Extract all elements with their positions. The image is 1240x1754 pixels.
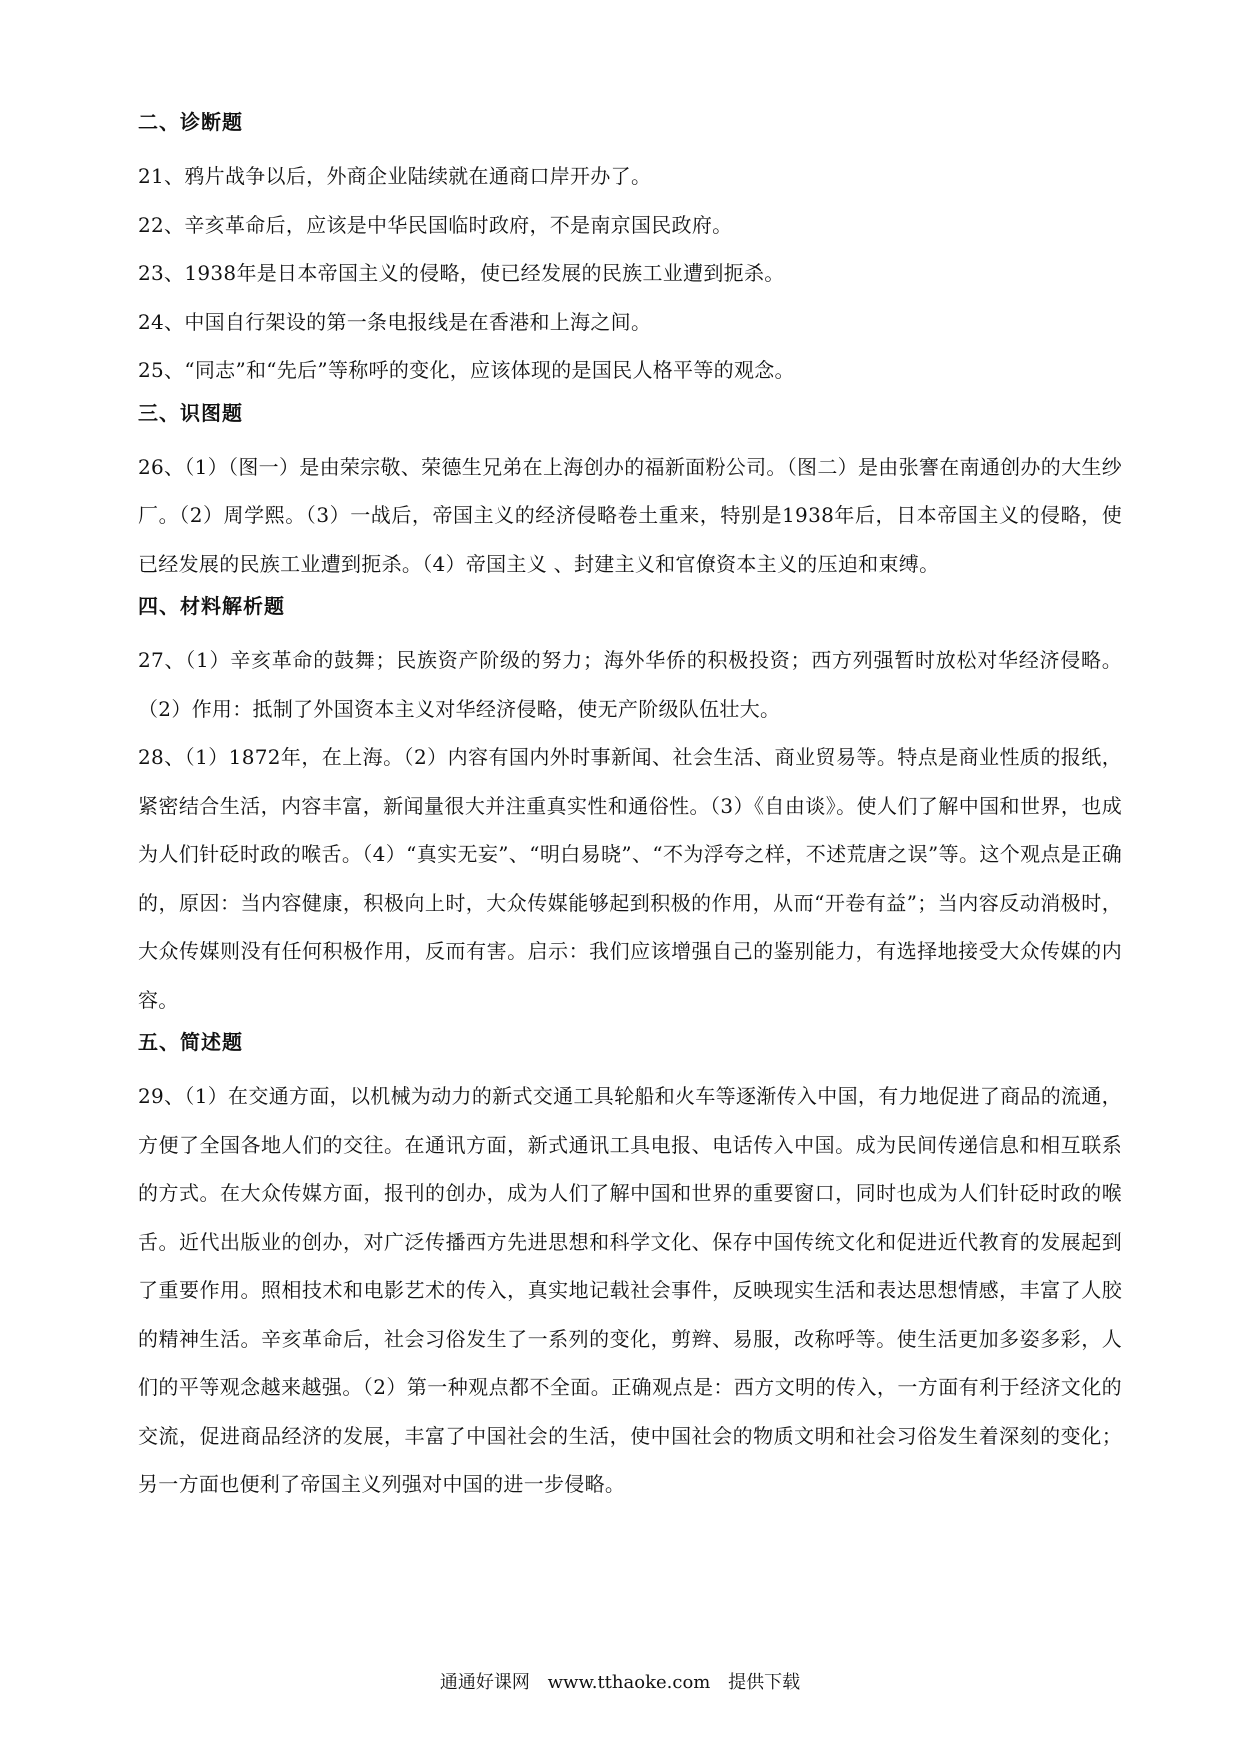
answer-25: 25、“同志”和“先后”等称呼的变化，应该体现的是国民人格平等的观念。 [138,358,795,382]
answer-27: 27、（1）辛亥革命的鼓舞；民族资产阶级的努力；海外华侨的积极投资；西方列强暂时放松对华经济侵略。（2）作用：抵制了外国资本主义对华经济侵略，使无产阶级队伍壮大。 [138,648,1122,721]
answer-29: 29、（1）在交通方面，以机械为动力的新式交通工具轮船和火车等逐渐传入中国，有力地促进了商品的流通，方便了全国各地人们的交往。在通讯方面，新式通讯工具电报、电话传入中国。成为民间传递信息和相互联系的方式。在大众传媒方面，报刊的创办，成为人们了解中国和世界的重要窗口，同时也成为人们针砭时政的喉舌。近代出版业的创办，对广泛传播西方先进思想和科学文化、保存中国传统文化和促进近代教育的发展起到了重要作用。照相技术和电影艺术的传入，真实地记载社会事件，反映现实生活和表达思想情感，丰富了人胶的精神生活。辛亥革命后，社会习俗发生了一系列的变化，剪辫、易服，改称呼等。使生活更加多姿多彩，人们的平等观念越来越强。（2）第一种观点都不全面。正确观点是：西方文明的传入，一方面有利于经济文化的交流，促进商品经济的发展，丰富了中国社会的生活，使中国社会的物质文明和社会习俗发生着深刻的变化；另一方面也便利了帝国主义列强对中国的进一步侵略。 [138,1084,1122,1496]
answer-21: 21、鸦片战争以后，外商企业陆续就在通商口岸开办了。 [138,164,652,188]
section-heading-material-analysis: 四、材料解析题 [138,594,285,618]
page-footer [0,1668,1240,1694]
document-body [138,104,1122,1509]
footer-note: 提供下载 [728,1672,801,1693]
answer-23: 23、1938年是日本帝国主义的侵略，使已经发展的民族工业遭到扼杀。 [138,261,785,285]
answer-28: 28、（1）1872年，在上海。（2）内容有国内外时事新闻、社会生活、商业贸易等。特点是商业性质的报纸，紧密结合生活，内容丰富，新闻量很大并注重真实性和通俗性。（3）《自由谈》。使人们了解中国和世界，也成为人们针砭时政的喉舌。（4）“真实无妄”、“明白易晓”、“不为浮夸之样，不述荒唐之误”等。这个观点是正确的，原因：当内容健康，积极向上时，大众传媒能够起到积极的作用，从而“开卷有益”；当内容反动消极时，大众传媒则没有任何积极作用，反而有害。启示：我们应该增强自己的鉴别能力，有选择地接受大众传媒的内容。 [138,745,1122,1012]
footer-url: www.tthaoke.com [547,1672,711,1693]
section-heading-short-answer: 五、简述题 [138,1030,243,1054]
footer-site-name: 通通好课网 [439,1672,530,1693]
answer-26: 26、（1）（图一）是由荣宗敬、荣德生兄弟在上海创办的福新面粉公司。（图二）是由张謇在南通创办的大生纱厂。（2）周学熙。（3）一战后，帝国主义的经济侵略卷土重来，特别是1938年后，日本帝国主义的侵略，使已经发展的民族工业遭到扼杀。（4）帝国主义 、封建主义和官僚资本主义的压迫和束缚。 [138,454,1122,576]
section-heading-image-reading: 三、识图题 [138,400,243,425]
answer-24: 24、中国自行架设的第一条电报线是在香港和上海之间。 [138,309,652,334]
answer-22: 22、辛亥革命后，应该是中华民国临时政府，不是南京国民政府。 [138,212,733,237]
section-heading-diagnosis: 二、诊断题 [138,110,243,134]
